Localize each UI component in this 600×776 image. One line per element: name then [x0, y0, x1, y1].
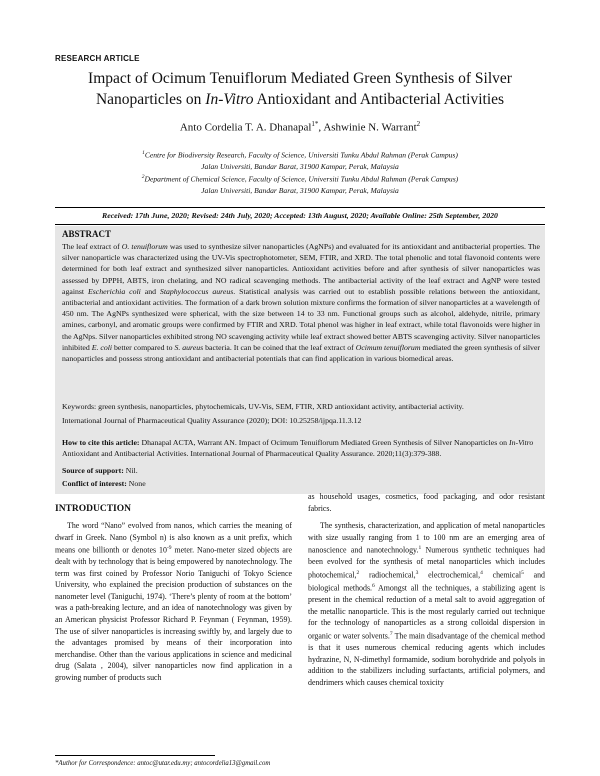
intro-text: Amongst all the techniques, a stabilizing agent is present in the chemical reduction of a metal salt to avoid aggregation of the metallic nanoparticle. This is the most regularly carried out technique for the technology of nanoparticles as a strong colloidal dispersion in organic or water solvents.	[308, 583, 545, 641]
cite-label: How to cite this article:	[62, 438, 140, 447]
intro-text: The word “Nano” evolved from nanos, which carries the meaning of dwarf in Greek. Nano (Symbol n) is also known as a unit prefix, which means one billionth or denotes 10	[55, 521, 292, 555]
authors	[0, 120, 600, 134]
abstract-species: S. aureus	[174, 342, 204, 352]
article-dates: Received: 17th June, 2020; Revised: 24th July, 2020; Accepted: 13th August, 2020; Available Online: 25th September, 2020	[102, 211, 498, 220]
author-2-sup: 2	[416, 120, 421, 128]
intro-sup: 4	[480, 569, 483, 576]
divider-top	[55, 207, 545, 208]
author-1: Anto Cordelia T. A. Dhanapal	[179, 121, 312, 134]
intro-text: radiochemical,	[359, 570, 416, 580]
intro-sup: 5	[521, 569, 524, 576]
abstract-text: mediated the green synthesis of silver nanoparticles and possess strong antioxidant and antibacterial potentials that can find application in various biomedical areas.	[62, 342, 541, 364]
intro-sup: 1	[418, 545, 422, 552]
footnote-rule	[55, 755, 215, 756]
author-2: Ashwinie N. Warrant	[323, 121, 417, 134]
intro-text: and biological methods.	[308, 570, 545, 593]
intro-text: The synthesis, characterization, and application of metal nanoparticles with size usually ranging from 1 to 100 nm are an emerging area of nanoscience and nanotechnology.	[308, 521, 545, 555]
cite-em: In-Vitro	[509, 438, 534, 447]
intro-text: Numerous synthetic techniques had been evolved for the synthesis of metal nanoparticles which includes photochemical,	[308, 545, 545, 580]
author-sep: ,	[318, 121, 324, 134]
intro-paragraph	[55, 520, 292, 683]
how-to-cite	[62, 437, 540, 459]
abstract-text: . Statistical analysis was carried out to establish possible relations between the antioxidant, antibacterial and antioxidant activities. The formation of a dark brown solution mixture confirms the formation of silver nanoparticles at a wavelength of 450 nm. The AgNPs synthesized were spherical, with the size between 14 to 33 nm. Functional groups such as alcohol, aldehyde, nitrile, primary amines, carbonyl, and aromatic groups were confirmed by FTIR and XRD. Total phenol was higher in leaf extract, while total flavonoids were higher in the AgNps. Silver nanoparticles exhibited strong NO scavenging activity while leaf extract showed better ABTS scavenging activity. Silver nanoparticles inhibited	[62, 286, 541, 352]
article-type-label: RESEARCH ARTICLE	[55, 54, 140, 63]
abstract-species: Staphylococcus aureus	[159, 286, 234, 296]
intro-text: meter. Nano-meter sized objects are dealt with by technology that is being empowered by nanotechnology. The term was first coined by Professor Norio Taniguchi of Tokyo Science University, who explained the precision production of substances on the nanometer level (Taniguchi, 1974). ‘There’s plenty of room at the bottom’ was a path-breaking lecture, and an idea of nanotechnology was given by an American physicist Professor Richard P. Feynman ( Feynman, 1959). The use of silver nanoparticles is increasing swiftly by, and largely due to the advantages promised by means of their incorporation into merchandise. Other than the various applications in science and medicinal drug (Salata , 2004), silver nanoparticles now find application in a growing number of products such	[55, 545, 292, 682]
abstract-text: bacteria. It can be coined that the leaf extract of	[203, 342, 356, 352]
intro-sup: 3	[415, 569, 419, 576]
abstract-species: Escherichia coli	[88, 286, 141, 296]
source-value: Nil.	[123, 466, 138, 475]
abstract-species: Ocimum tenuiflorum	[355, 342, 421, 352]
keywords-label: Keywords:	[62, 402, 97, 411]
affiliations	[0, 148, 600, 197]
affil-1-line-1: Centre for Biodiversity Research, Faculty of Science, Universiti Tunku Abdul Rahman (Perak Campus)	[144, 150, 458, 160]
title-line-2-em: In-Vitro	[205, 91, 254, 108]
keywords	[62, 401, 540, 412]
intro-sup: 2	[356, 569, 360, 576]
divider-dates	[55, 224, 545, 225]
cite-text: Antioxidant and Antibacterial Activities. International Journal of Pharmaceutical Quality Assurance. 2020;11(3):379-388.	[62, 449, 442, 459]
abstract-text: was used to synthesize silver nanoparticles (AgNPs) and evaluated for its antioxidant and antibacterial properties. The silver nanoparticle was characterized using the UV-Vis spectrophotometer, SEM, FTIR, and XRD. The total phenolic and total flavonoid contents were determined for both leaf extract and synthesized silver nanoparticles. Antioxidant activities before and after synthesis of silver nanoparticles was assessed by DPPH, ABTS, iron chelating, and NO radical scavenging methods. The antibacterial activity of the leaf extract and AgNP were tested against	[62, 242, 540, 296]
abstract-heading: ABSTRACT	[62, 229, 112, 239]
abstract-text: The leaf extract of	[62, 242, 122, 251]
intro-sup: 7	[389, 630, 393, 637]
intro-sup: 6	[372, 583, 375, 590]
affil-2-sup: 2	[141, 174, 145, 181]
abstract-species: E. coli	[91, 342, 113, 352]
conflict-of-interest	[62, 478, 540, 489]
intro-left-column	[55, 520, 292, 683]
affil-1-line-2: Jalan Universiti, Bandar Barat, 31900 Kampar, Perak, Malaysia	[201, 161, 399, 171]
affil-1-sup: 1	[142, 150, 145, 156]
abstract-species: O. tenuiflorum	[121, 242, 168, 251]
article-title	[45, 68, 555, 110]
title-line-1: Impact of Ocimum Tenuiflorum Mediated Green Synthesis of Silver	[88, 70, 512, 87]
intro-paragraph	[308, 520, 545, 688]
conflict-value: None	[126, 479, 146, 488]
abstract-text: and	[140, 286, 160, 296]
source-of-support	[62, 465, 540, 476]
intro-text: electrochemical,	[418, 570, 481, 580]
abstract-body	[62, 241, 540, 364]
conflict-label: Conflict of interest:	[62, 479, 127, 488]
keywords-text: green synthesis, nanoparticles, phytochemicals, UV-Vis, SEM, FTIR, XRD antioxidant activity, antibacterial activity.	[96, 402, 464, 411]
title-line-2-pre: Nanoparticles on	[95, 91, 206, 108]
correspondence-footnote: *Author for Correspondence: antoc@utar.edu.my; antocordelia13@gmail.com	[55, 760, 271, 767]
intro-text: chemical	[482, 570, 522, 580]
title-line-2-post: Antioxidant and Antibacterial Activities	[253, 91, 505, 108]
intro-sup: -9	[166, 545, 172, 552]
journal-doi-line: International Journal of Pharmaceutical Quality Assurance (2020); DOI: 10.25258/ijpqa.11.3.12	[62, 416, 362, 425]
abstract-text: better compared to	[112, 342, 175, 352]
intro-text: The main disadvantage of the chemical method is that it uses numerous chemical reducing agents which includes hydrazine, N, N-dimethyl formamide, sodium borohydride and polyols in addition to the stabilizers including surfactants, artificial polymers, and dendrimers which causes chemical toxicity	[308, 631, 545, 687]
cite-text: Dhanapal ACTA, Warrant AN. Impact of Ocimum Tenuiflorum Mediated Green Synthesis of Silver Nanoparticles on	[139, 438, 509, 447]
intro-right-column	[308, 491, 545, 688]
affil-2-line-1: Department of Chemical Science, Faculty of Science, Universiti Tunku Abdul Rahman (Perak Campus)	[144, 174, 459, 184]
source-label: Source of support:	[62, 466, 124, 475]
intro-paragraph: as household usages, cosmetics, food packaging, and odor resistant fabrics.	[308, 492, 545, 513]
affil-2-line-2: Jalan Universiti, Bandar Barat, 31900 Kampar, Perak, Malaysia	[201, 186, 399, 196]
introduction-heading: INTRODUCTION	[55, 504, 132, 514]
author-1-sup: 1*	[311, 120, 319, 128]
